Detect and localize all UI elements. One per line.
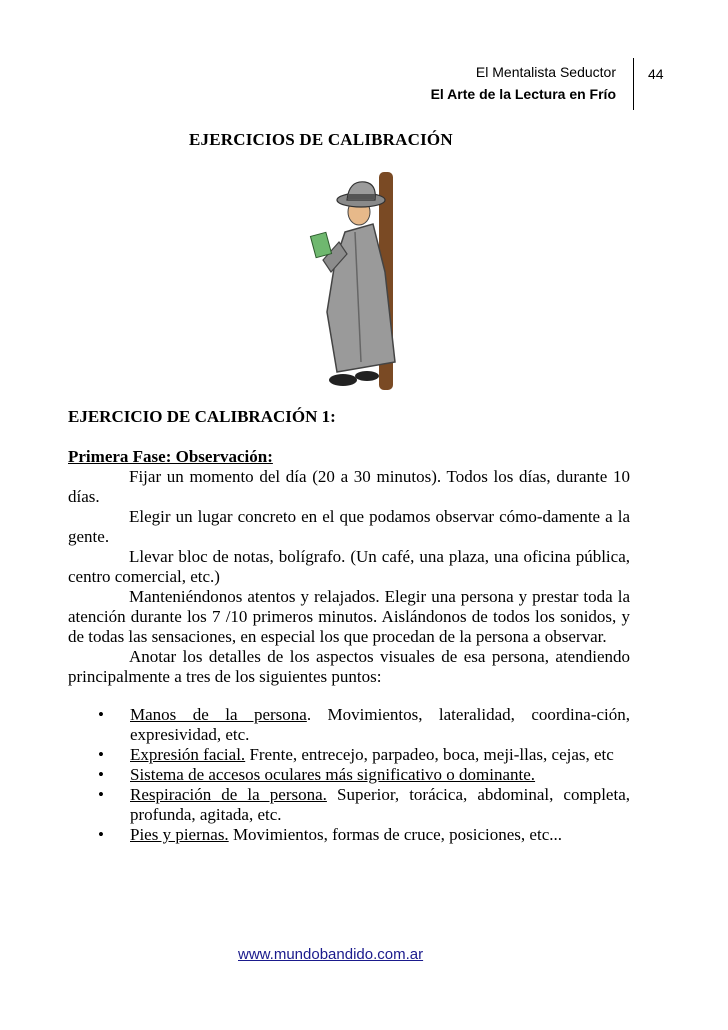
detective-illustration <box>285 162 425 392</box>
notebook-shape <box>310 232 331 257</box>
list-item-heading: Respiración de la persona. <box>130 785 327 804</box>
list-item-heading: Expresión facial. <box>130 745 246 764</box>
phase-title: Primera Fase: Observación: <box>68 447 273 466</box>
list-item <box>98 705 630 745</box>
shoe-shape <box>329 374 357 386</box>
list-item-heading: Manos de la persona <box>130 705 307 724</box>
footer-website-link[interactable]: www.mundobandido.com.ar <box>238 946 424 963</box>
header-book-title: El Mentalista Seductor <box>475 64 616 80</box>
paragraph: Fijar un momento del día (20 a 30 minutos). Todos los días, durante 10 días. <box>68 467 630 506</box>
page-number: 44 <box>648 66 664 82</box>
list-item-heading: Pies y piernas. <box>130 825 229 844</box>
list-item-heading: Sistema de accesos oculares más significativo o dominante. <box>130 765 536 784</box>
observation-points-list <box>68 705 630 845</box>
list-item-text: Frente, entrecejo, parpadeo, boca, meji-llas, cejas, etc <box>245 745 614 764</box>
paragraph: Anotar los detalles de los aspectos visuales de esa persona, atendiendo principalmente a tres de los siguientes puntos: <box>68 647 630 686</box>
list-item-text: . Movimientos, lateralidad, coordina-ción, expresividad, etc. <box>130 705 630 744</box>
bullet-icon: • <box>98 745 104 764</box>
list-item <box>98 765 630 785</box>
bullet-icon: • <box>98 825 104 844</box>
exercise-body <box>68 447 630 845</box>
section-title: EJERCICIOS DE CALIBRACIÓN <box>189 130 453 149</box>
bullet-icon: • <box>98 765 104 784</box>
bullet-icon: • <box>98 785 104 804</box>
exercise-title: EJERCICIO DE CALIBRACIÓN 1: <box>68 407 336 426</box>
list-item-text: Movimientos, formas de cruce, posiciones, etc... <box>228 825 562 844</box>
paragraph: Elegir un lugar concreto en el que podamos observar cómo-damente a la gente. <box>68 507 630 546</box>
header-subtitle: El Arte de la Lectura en Frío <box>430 86 616 102</box>
list-item <box>98 745 630 765</box>
paragraph: Manteniéndonos atentos y relajados. Elegir una persona y prestar toda la atención durante los 7 /10 primeros minutos. Aislándonos de todos los sonidos, y de todas las sensaciones, en especial los que procedan de la persona a observar. <box>68 587 630 646</box>
list-item <box>98 825 630 845</box>
paragraph: Llevar bloc de notas, bolígrafo. (Un café, una plaza, una oficina pública, centro comercial, etc.) <box>68 547 630 586</box>
list-item-text: Superior, torácica, abdominal, completa, profunda, agitada, etc. <box>130 785 630 824</box>
bullet-icon: • <box>98 705 104 724</box>
header-divider <box>633 58 634 110</box>
list-item <box>98 785 630 825</box>
